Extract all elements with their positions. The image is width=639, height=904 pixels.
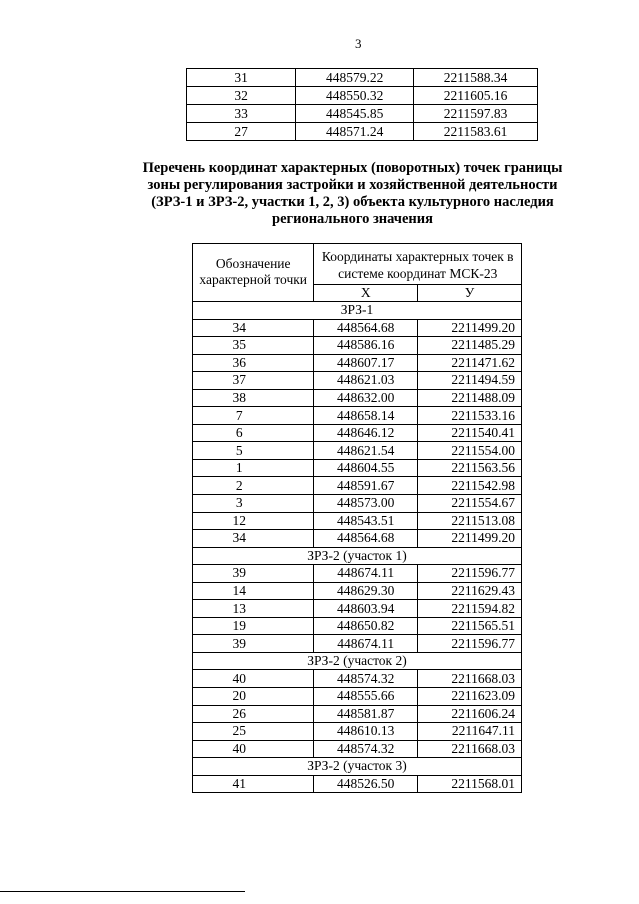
- x-coordinate: 448526.50: [314, 775, 418, 793]
- y-coordinate: 2211583.61: [414, 123, 538, 141]
- x-coordinate: 448621.03: [314, 372, 418, 390]
- y-coordinate: 2211565.51: [418, 617, 522, 635]
- y-coordinate: 2211596.77: [418, 635, 522, 653]
- group-header-row: [193, 547, 522, 565]
- y-coordinate: 2211554.67: [418, 495, 522, 513]
- table-row: [193, 354, 522, 372]
- table-row: [193, 459, 522, 477]
- header-coordinates-system: Координаты характерных точек в системе координат МСК-23: [314, 244, 522, 285]
- table-row: [193, 477, 522, 495]
- y-coordinate: 2211513.08: [418, 512, 522, 530]
- table-row: [187, 69, 538, 87]
- point-number: 40: [193, 670, 314, 688]
- point-number: 27: [187, 123, 296, 141]
- y-coordinate: 2211563.56: [418, 459, 522, 477]
- table-row: [193, 442, 522, 460]
- x-coordinate: 448564.68: [314, 319, 418, 337]
- table-row: [193, 723, 522, 741]
- point-number: 7: [193, 407, 314, 425]
- x-coordinate: 448574.32: [314, 740, 418, 758]
- point-number: 6: [193, 424, 314, 442]
- y-coordinate: 2211499.20: [418, 319, 522, 337]
- table-row: [193, 565, 522, 583]
- table-row: [193, 372, 522, 390]
- footnote-divider: [0, 891, 245, 892]
- group-header-row: [193, 758, 522, 776]
- y-coordinate: 2211588.34: [414, 69, 538, 87]
- y-coordinate: 2211494.59: [418, 372, 522, 390]
- point-number: 34: [193, 319, 314, 337]
- heading-line: (ЗРЗ-1 и ЗРЗ-2, участки 1, 2, 3) объекта культурного наследия: [151, 194, 554, 210]
- point-number: 20: [193, 688, 314, 706]
- table-row: [193, 600, 522, 618]
- table-row: [187, 105, 538, 123]
- table-row: [193, 512, 522, 530]
- point-number: 37: [193, 372, 314, 390]
- group-header-row: [193, 652, 522, 670]
- coordinates-table: [192, 243, 522, 793]
- table-row: [193, 495, 522, 513]
- point-number: 32: [187, 87, 296, 105]
- zone-title: ЗРЗ-2 (участок 1): [193, 547, 522, 565]
- y-coordinate: 2211605.16: [414, 87, 538, 105]
- table-row: [193, 635, 522, 653]
- point-number: 36: [193, 354, 314, 372]
- x-coordinate: 448621.54: [314, 442, 418, 460]
- zone-title: ЗРЗ-2 (участок 3): [193, 758, 522, 776]
- x-coordinate: 448604.55: [314, 459, 418, 477]
- table-row: [193, 530, 522, 548]
- page-number: 3: [355, 36, 362, 51]
- x-coordinate: 448550.32: [296, 87, 414, 105]
- y-coordinate: 2211540.41: [418, 424, 522, 442]
- point-number: 14: [193, 582, 314, 600]
- table-row: [187, 87, 538, 105]
- y-coordinate: 2211606.24: [418, 705, 522, 723]
- point-number: 35: [193, 337, 314, 355]
- point-number: 38: [193, 389, 314, 407]
- x-coordinate: 448646.12: [314, 424, 418, 442]
- x-coordinate: 448545.85: [296, 105, 414, 123]
- y-coordinate: 2211542.98: [418, 477, 522, 495]
- table-row: [193, 424, 522, 442]
- table-row: [193, 740, 522, 758]
- table-row: [193, 582, 522, 600]
- x-coordinate: 448610.13: [314, 723, 418, 741]
- point-number: 39: [193, 565, 314, 583]
- point-number: 33: [187, 105, 296, 123]
- point-number: 40: [193, 740, 314, 758]
- point-number: 26: [193, 705, 314, 723]
- point-number: 2: [193, 477, 314, 495]
- point-number: 34: [193, 530, 314, 548]
- x-coordinate: 448591.67: [314, 477, 418, 495]
- y-coordinate: 2211597.83: [414, 105, 538, 123]
- y-coordinate: 2211488.09: [418, 389, 522, 407]
- x-coordinate: 448564.68: [314, 530, 418, 548]
- group-header-row: [193, 302, 522, 320]
- point-number: 31: [187, 69, 296, 87]
- x-coordinate: 448607.17: [314, 354, 418, 372]
- y-coordinate: 2211668.03: [418, 670, 522, 688]
- header-x: X: [314, 285, 418, 302]
- x-coordinate: 448629.30: [314, 582, 418, 600]
- y-coordinate: 2211629.43: [418, 582, 522, 600]
- y-coordinate: 2211623.09: [418, 688, 522, 706]
- table-row: [193, 670, 522, 688]
- x-coordinate: 448543.51: [314, 512, 418, 530]
- heading-line: регионального значения: [272, 211, 433, 227]
- point-number: 12: [193, 512, 314, 530]
- table-row: [193, 775, 522, 793]
- table-row: [193, 389, 522, 407]
- x-coordinate: 448674.11: [314, 565, 418, 583]
- point-number: 25: [193, 723, 314, 741]
- table-row: [193, 319, 522, 337]
- table-row: [193, 617, 522, 635]
- y-coordinate: 2211596.77: [418, 565, 522, 583]
- y-coordinate: 2211568.01: [418, 775, 522, 793]
- x-coordinate: 448555.66: [314, 688, 418, 706]
- document-heading: [125, 160, 580, 228]
- x-coordinate: 448581.87: [314, 705, 418, 723]
- table-row: [187, 123, 538, 141]
- y-coordinate: 2211668.03: [418, 740, 522, 758]
- table-row: [193, 688, 522, 706]
- zone-title: ЗРЗ-1: [193, 302, 522, 320]
- table-row: [193, 705, 522, 723]
- point-number: 39: [193, 635, 314, 653]
- x-coordinate: 448579.22: [296, 69, 414, 87]
- point-number: 13: [193, 600, 314, 618]
- x-coordinate: 448658.14: [314, 407, 418, 425]
- header-y: У: [418, 285, 522, 302]
- table-row: [193, 337, 522, 355]
- y-coordinate: 2211499.20: [418, 530, 522, 548]
- x-coordinate: 448586.16: [314, 337, 418, 355]
- x-coordinate: 448650.82: [314, 617, 418, 635]
- x-coordinate: 448674.11: [314, 635, 418, 653]
- continuation-table: [186, 68, 538, 141]
- heading-line: зоны регулирования застройки и хозяйственной деятельности: [147, 177, 558, 193]
- y-coordinate: 2211533.16: [418, 407, 522, 425]
- table-row: [193, 407, 522, 425]
- y-coordinate: 2211594.82: [418, 600, 522, 618]
- y-coordinate: 2211647.11: [418, 723, 522, 741]
- y-coordinate: 2211471.62: [418, 354, 522, 372]
- point-number: 3: [193, 495, 314, 513]
- zone-title: ЗРЗ-2 (участок 2): [193, 652, 522, 670]
- point-number: 19: [193, 617, 314, 635]
- x-coordinate: 448603.94: [314, 600, 418, 618]
- point-number: 5: [193, 442, 314, 460]
- heading-line: Перечень координат характерных (поворотных) точек границы: [142, 160, 563, 176]
- y-coordinate: 2211485.29: [418, 337, 522, 355]
- point-number: 41: [193, 775, 314, 793]
- header-point-designation: Обозначение характерной точки: [193, 244, 314, 302]
- point-number: 1: [193, 459, 314, 477]
- x-coordinate: 448573.00: [314, 495, 418, 513]
- y-coordinate: 2211554.00: [418, 442, 522, 460]
- x-coordinate: 448632.00: [314, 389, 418, 407]
- x-coordinate: 448571.24: [296, 123, 414, 141]
- x-coordinate: 448574.32: [314, 670, 418, 688]
